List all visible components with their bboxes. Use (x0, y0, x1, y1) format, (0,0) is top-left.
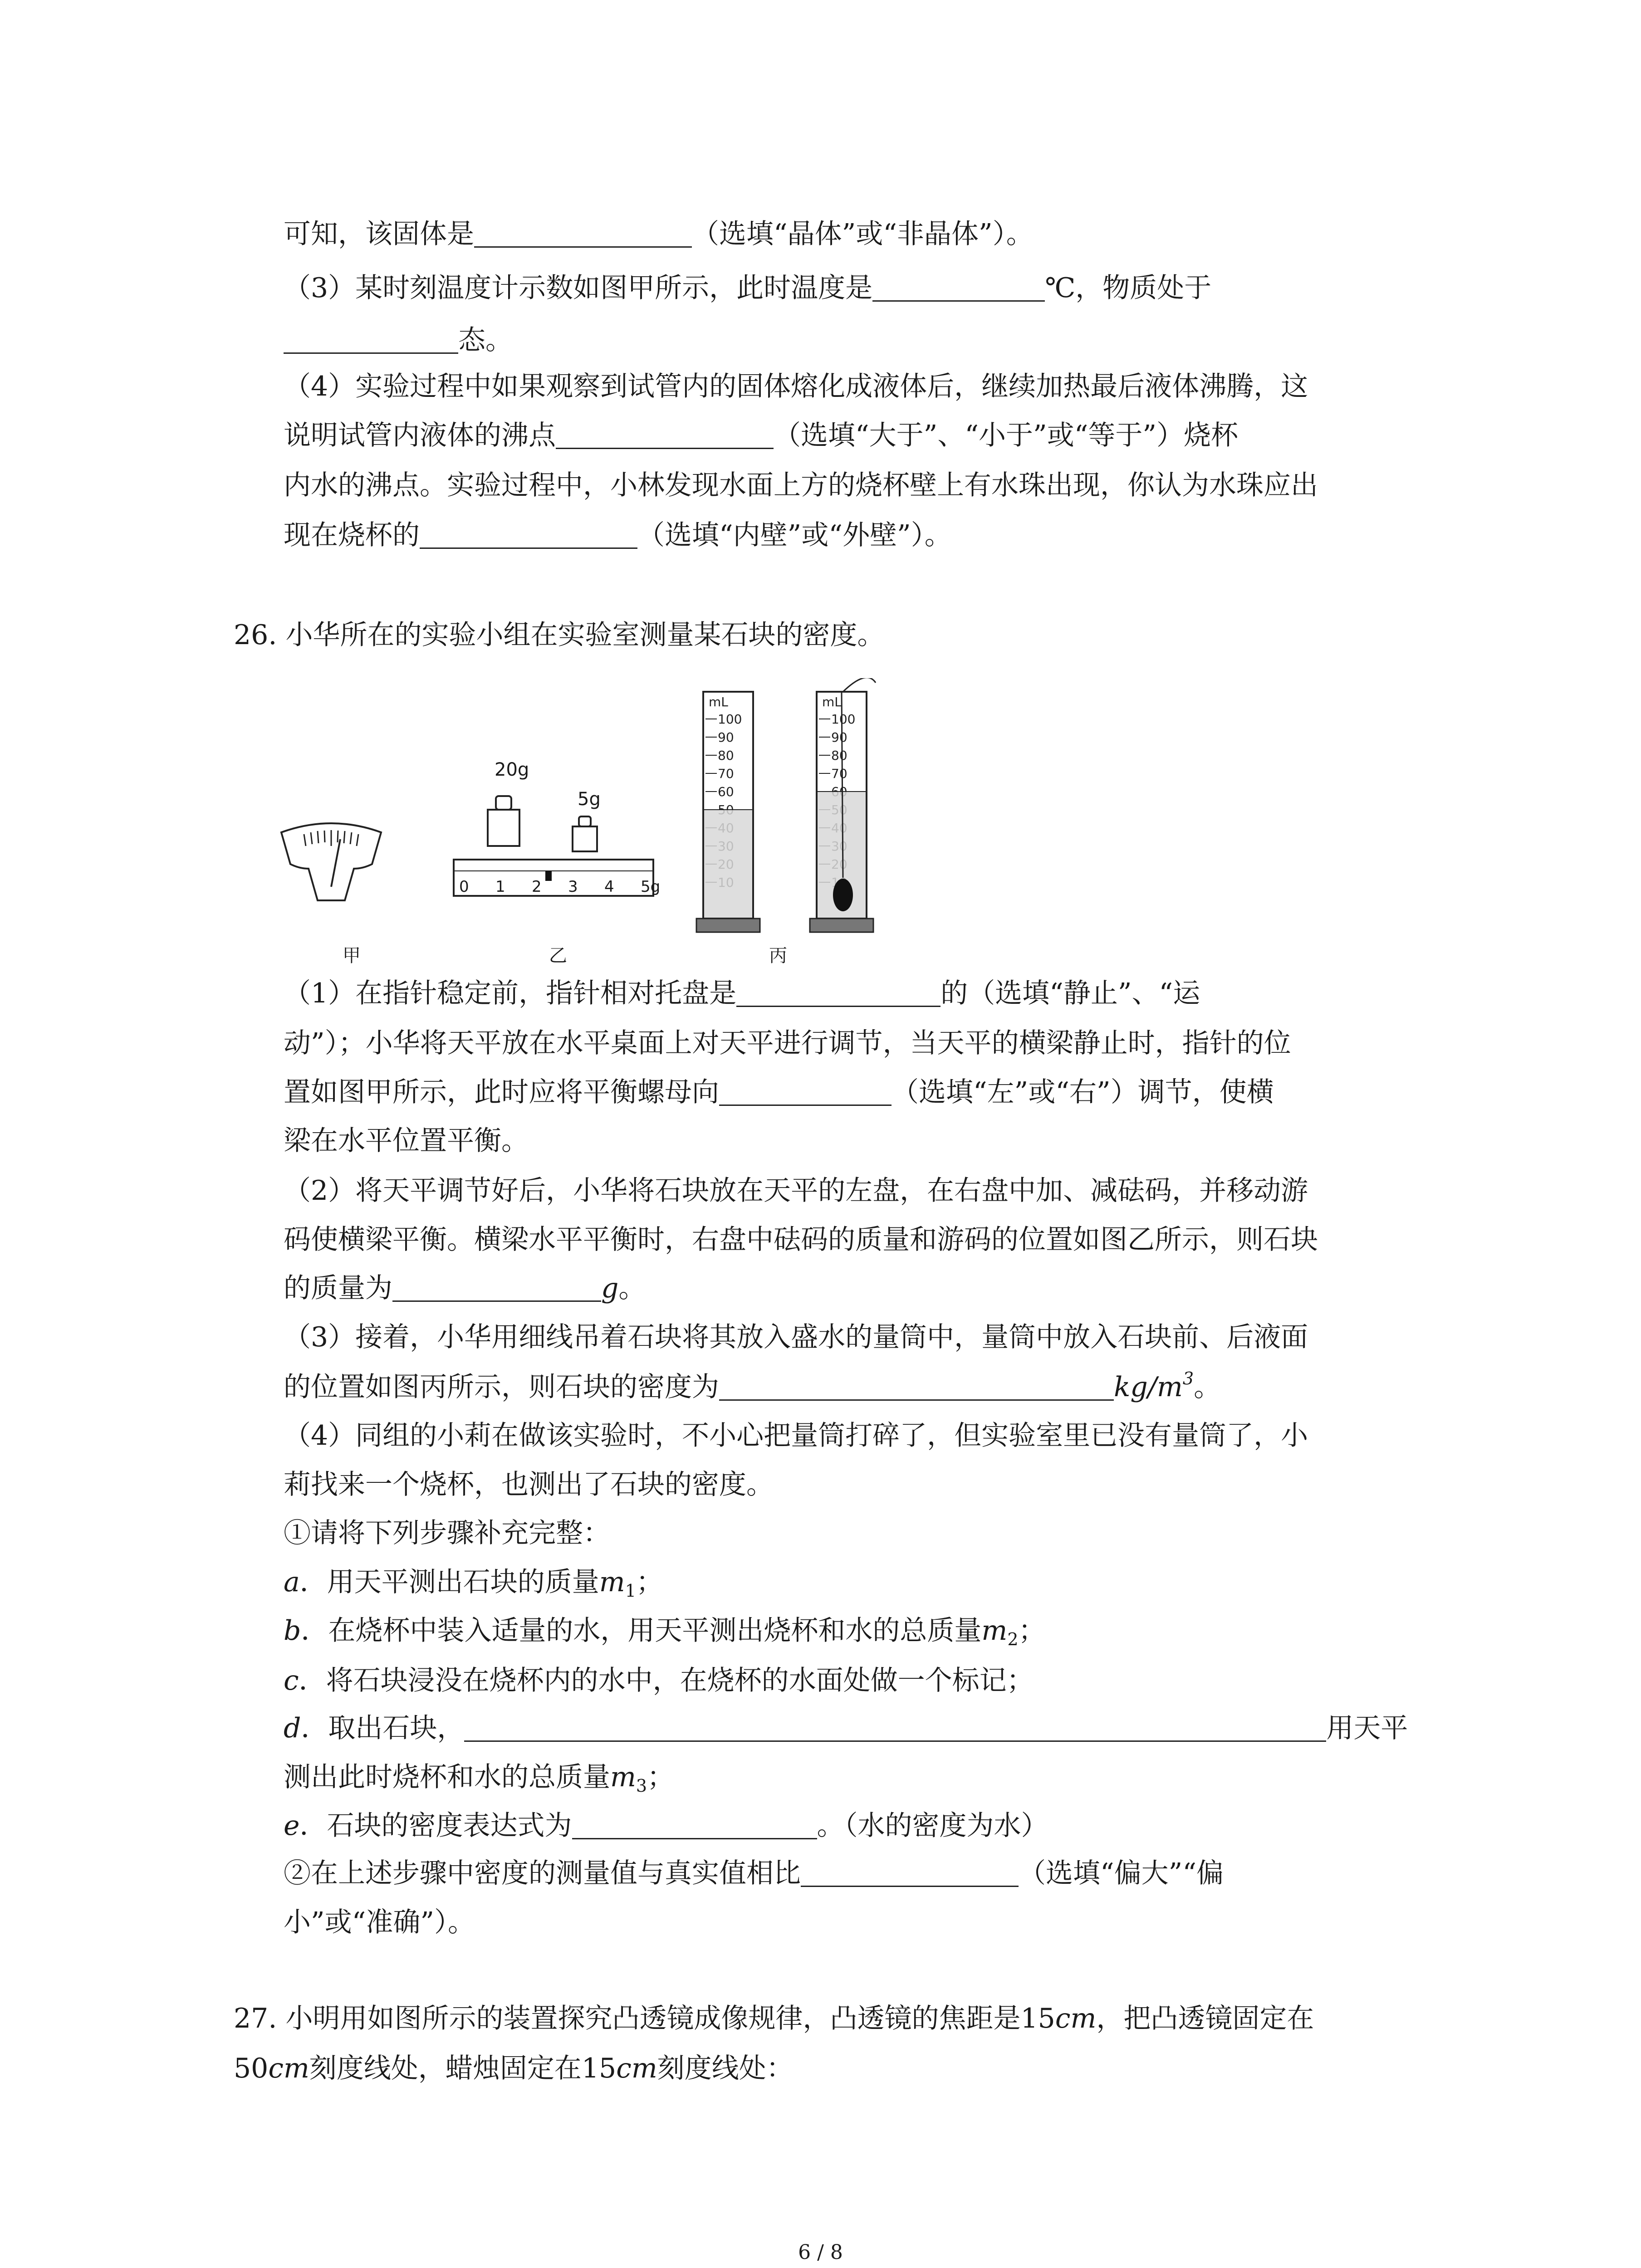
ruler-tick-label: 2 (532, 878, 542, 896)
q26-line-1: （1）在指针稳定前，指针相对托盘是 的（选填“静止”、“运 (284, 978, 1200, 1009)
cylinder-tick-label: 90 (831, 730, 847, 745)
cylinder-tick-label: 100 (831, 712, 856, 727)
answer-blank[interactable] (719, 1077, 892, 1106)
figure-label-yi: 乙 (549, 945, 567, 966)
balance-pointer-figure (277, 819, 386, 905)
q27-line-2: 50cm刻度线处，蜡烛固定在15cm刻度线处： (234, 2053, 794, 2084)
cylinder-unit-label: mL (822, 694, 842, 709)
answer-blank[interactable] (474, 219, 692, 248)
cylinder-tick-label: 80 (831, 748, 847, 763)
cylinder-tick-label: 60 (718, 784, 734, 799)
q26-line-11: 莉找来一个烧杯，也测出了石块的密度。 (284, 1469, 774, 1501)
ruler-tick-label: 3 (568, 878, 578, 896)
answer-blank[interactable] (872, 273, 1045, 302)
page-number: 6 / 8 (798, 2241, 843, 2264)
q26-figure (277, 678, 957, 973)
q26-line-2: 动”）；小华将天平放在水平桌面上对天平进行调节，当天平的横梁静止时，指针的位 (284, 1027, 1291, 1059)
answer-blank[interactable] (572, 1811, 817, 1839)
q26-line-3: 置如图甲所示，此时应将平衡螺母向 （选填“左”或“右”）调节，使横 (284, 1076, 1274, 1108)
q26-line-10: （4）同组的小莉在做该实验时，不小心把量筒打碎了，但实验室里已没有量筒了，小 (284, 1420, 1308, 1452)
answer-blank[interactable] (464, 1713, 1326, 1742)
q25-line-3: 态。 (284, 322, 513, 358)
q26-step-e: e．石块的密度表达式为 。（水的密度为水） (284, 1810, 1048, 1842)
q26-line-12: ①请将下列步骤补充完整： (284, 1517, 610, 1549)
q26-line-14: 小”或“准确”）。 (284, 1906, 475, 1938)
cylinder-tick-label: 70 (831, 766, 847, 781)
answer-blank[interactable] (556, 420, 774, 449)
q25-line-7: 现在烧杯的 （选填“内壁”或“外壁”）。 (284, 519, 952, 551)
answer-blank[interactable] (736, 978, 941, 1007)
ruler-rider (545, 871, 552, 881)
q26-line-7: 的质量为 g。 (284, 1272, 646, 1304)
q27-line-1: 27. 小明用如图所示的装置探究凸透镜成像规律，凸透镜的焦距是15cm，把凸透镜固定在 (234, 2003, 1314, 2034)
ruler-tick-label: 1 (495, 878, 505, 896)
ruler-tick-label: 4 (604, 878, 614, 896)
ruler-tick-label: 0 (459, 878, 469, 896)
q26-line-5: （2）将天平调节好后，小华将石块放在天平的左盘，在右盘中加、减砝码，并移动游 (284, 1175, 1308, 1207)
q25-line-4: （4）实验过程中如果观察到试管内的固体熔化成液体后，继续加热最后液体沸腾，这 (284, 371, 1308, 402)
cylinders-figure (685, 678, 957, 941)
stone (833, 879, 853, 911)
figure-label-jia: 甲 (343, 945, 361, 966)
q26-step-d-cont: 测出此时烧杯和水的总质量$m_3$； (284, 1761, 675, 1796)
q25-line-5: 说明试管内液体的沸点 （选填“大于”、“小于”或“等于”）烧杯 (284, 420, 1239, 451)
answer-blank[interactable] (420, 520, 637, 549)
answer-blank[interactable] (719, 1372, 1114, 1401)
cylinder-tick-label: 70 (718, 766, 734, 781)
cylinder-unit-label: mL (709, 694, 728, 709)
cylinder-base (696, 919, 760, 932)
q25-line-6: 内水的沸点。实验过程中，小林发现水面上方的烧杯壁上有水珠出现，你认为水珠应出 (284, 469, 1318, 501)
q26-line-4: 梁在水平位置平衡。 (284, 1125, 529, 1157)
cylinder-base (810, 919, 873, 932)
answer-blank[interactable] (392, 1273, 601, 1302)
figure-label-bing: 丙 (769, 945, 787, 966)
weight-20g-label: 20g (495, 759, 529, 780)
cylinder-tick-label: 80 (718, 748, 734, 763)
q26-step-b: b．在烧杯中装入适量的水，用天平测出烧杯和水的总质量$m_2$； (284, 1615, 1046, 1649)
q26-line-8: （3）接着，小华用细线吊着石块将其放入盛水的量筒中，量筒中放入石块前、后液面 (284, 1321, 1308, 1353)
weight-5g-label: 5g (578, 789, 601, 810)
cylinder-tick-label: 90 (718, 730, 734, 745)
q25-line-2: （3）某时刻温度计示数如图甲所示，此时温度是 ℃，物质处于 (284, 272, 1212, 304)
q26-step-c: c．将石块浸没在烧杯内的水中，在烧杯的水面处做一个标记； (284, 1665, 1034, 1696)
q25-line-1: 可知，该固体是 （选填“晶体”或“非晶体”）。 (284, 218, 1034, 250)
thread-top (843, 678, 876, 692)
q26-line-13: ②在上述步骤中密度的测量值与真实值相比 （选填“偏大”“偏 (284, 1857, 1224, 1889)
answer-blank[interactable] (284, 325, 458, 354)
q26-line-9: 的位置如图丙所示，则石块的密度为 $kg/m^3$。 (284, 1369, 1221, 1403)
q26-step-d: d．取出石块， 用天平 (284, 1712, 1408, 1744)
q26-line-6: 码使横梁平衡。横梁水平平衡时，右盘中砝码的质量和游码的位置如图乙所示，则石块 (284, 1224, 1318, 1256)
cylinder-tick-label: 100 (718, 712, 742, 727)
cylinder-water (704, 810, 752, 918)
q26-title: 26. 小华所在的实验小组在实验室测量某石块的密度。 (234, 619, 885, 651)
ruler-tick-label: 5g (641, 878, 661, 896)
answer-blank[interactable] (801, 1858, 1019, 1887)
weights-ruler-figure (449, 780, 662, 912)
q26-step-a: a．用天平测出石块的质量$m_1$； (284, 1566, 663, 1601)
